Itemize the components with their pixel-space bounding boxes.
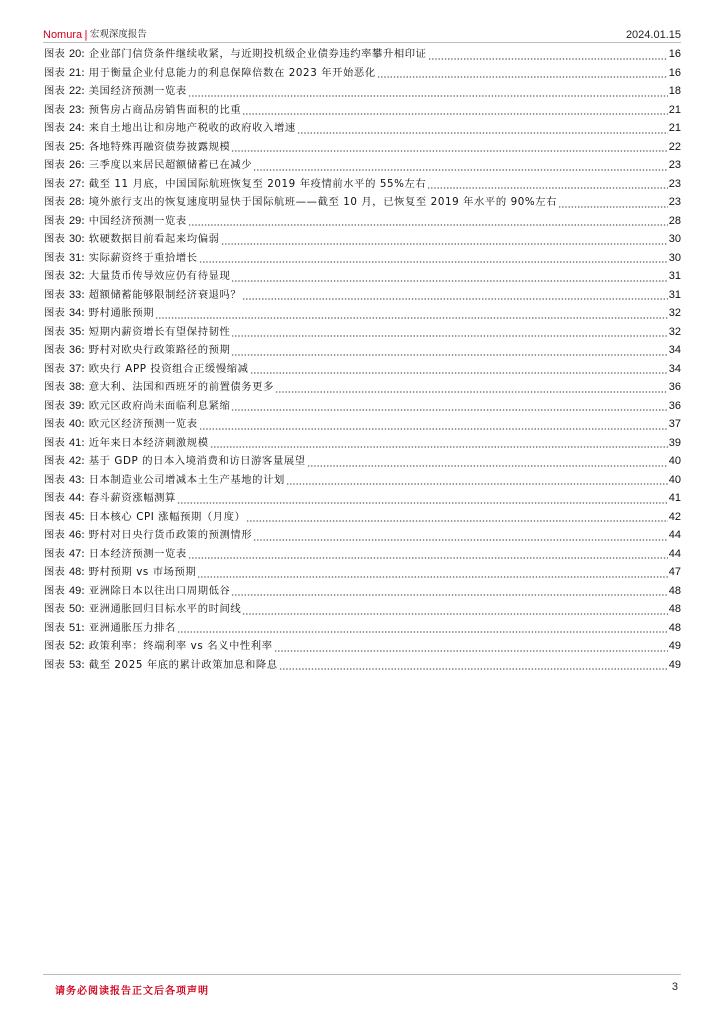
toc-page-number: 30 [668, 251, 681, 264]
toc-entry[interactable] [44, 434, 681, 453]
toc-label: 图表 [44, 214, 65, 227]
toc-label: 图表 [44, 658, 65, 671]
toc-title[interactable]: 境外旅行支出的恢复速度明显快于国际航班——截至 10 月，已恢复至 2019 年水平的 90%左右 [88, 196, 558, 209]
toc-figure-number: 24 [69, 122, 82, 135]
toc-colon: : [81, 547, 85, 560]
brand [43, 29, 147, 41]
toc-entry[interactable] [44, 600, 681, 619]
toc-dot-leader [253, 539, 668, 541]
footer-divider [43, 974, 681, 975]
toc-colon: : [81, 159, 85, 172]
toc-page-number: 22 [668, 140, 681, 153]
toc-figure-number: 39 [69, 399, 82, 412]
toc-label: 图表 [44, 325, 65, 338]
report-type: 宏观深度报告 [89, 29, 147, 40]
toc-entry[interactable] [44, 286, 681, 305]
toc-page-number: 31 [668, 270, 681, 283]
toc-title[interactable]: 野村通胀预期 [88, 307, 155, 320]
table-of-figures [44, 45, 681, 674]
toc-label: 图表 [44, 140, 65, 153]
toc-dot-leader [188, 95, 668, 97]
toc-title[interactable]: 各地特殊再融资债券披露规模 [88, 140, 231, 153]
toc-dot-leader [297, 132, 668, 134]
toc-dot-leader [307, 465, 668, 467]
toc-entry[interactable] [44, 45, 681, 64]
toc-page-number: 34 [668, 362, 681, 375]
toc-colon: : [81, 251, 85, 264]
toc-colon: : [81, 399, 85, 412]
brand-separator: | [84, 28, 88, 41]
toc-colon: : [81, 140, 85, 153]
toc-figure-number: 31 [69, 251, 82, 264]
toc-page-number: 28 [668, 214, 681, 227]
toc-page-number: 42 [668, 510, 681, 523]
toc-page-number: 49 [668, 640, 681, 653]
toc-entry[interactable] [44, 212, 681, 231]
toc-figure-number: 27 [69, 177, 82, 190]
toc-page-number: 44 [668, 529, 681, 542]
toc-page-number: 23 [668, 196, 681, 209]
toc-title[interactable]: 截至 11 月底，中国国际航班恢复至 2019 年疫情前水平的 55%左右 [88, 177, 427, 190]
toc-page-number: 40 [668, 455, 681, 468]
toc-page-number: 32 [668, 307, 681, 320]
toc-page-number: 31 [668, 288, 681, 301]
toc-figure-number: 21 [69, 66, 82, 79]
toc-figure-number: 47 [69, 547, 82, 560]
toc-title[interactable]: 政策利率：终端利率 vs 名义中性利率 [88, 640, 273, 653]
toc-dot-leader [279, 668, 668, 670]
toc-colon: : [81, 177, 85, 190]
toc-label: 图表 [44, 603, 65, 616]
toc-entry[interactable] [44, 508, 681, 527]
toc-title[interactable]: 预售房占商品房销售面积的比重 [88, 103, 242, 116]
toc-title[interactable]: 意大利、法国和西班牙的前置债务更多 [88, 381, 274, 394]
toc-label: 图表 [44, 344, 65, 357]
toc-dot-leader [427, 187, 667, 189]
toc-title[interactable]: 截至 2025 年底的累计政策加息和降息 [88, 658, 278, 671]
toc-dot-leader [253, 169, 668, 171]
toc-title[interactable]: 日本经济预测一览表 [88, 547, 187, 560]
toc-dot-leader [199, 261, 668, 263]
toc-colon: : [81, 196, 85, 209]
toc-dot-leader [275, 391, 668, 393]
toc-entry[interactable] [44, 452, 681, 471]
toc-figure-number: 26 [69, 159, 82, 172]
toc-page-number: 49 [668, 658, 681, 671]
toc-page-number: 34 [668, 344, 681, 357]
toc-entry[interactable] [44, 175, 681, 194]
header-divider [43, 42, 681, 43]
toc-label: 图表 [44, 122, 65, 135]
toc-title[interactable]: 大量货币传导效应仍有待显现 [88, 270, 231, 283]
report-date: 2024.01.15 [625, 29, 681, 41]
toc-colon: : [81, 381, 85, 394]
toc-title[interactable]: 野村对欧央行政策路径的预期 [88, 344, 231, 357]
toc-colon: : [81, 640, 85, 653]
toc-label: 图表 [44, 103, 65, 116]
toc-colon: : [81, 288, 85, 301]
toc-colon: : [81, 603, 85, 616]
toc-page-number: 44 [668, 547, 681, 560]
toc-label: 图表 [44, 584, 65, 597]
toc-page-number: 37 [668, 418, 681, 431]
toc-page-number: 32 [668, 325, 681, 338]
toc-page-number: 36 [668, 381, 681, 394]
toc-colon: : [81, 48, 85, 61]
toc-dot-leader [197, 576, 667, 578]
toc-dot-leader [558, 206, 668, 208]
toc-colon: : [81, 103, 85, 116]
toc-colon: : [81, 436, 85, 449]
toc-page-number: 41 [668, 492, 681, 505]
toc-title[interactable]: 三季度以来居民超额储蓄已在减少 [88, 159, 253, 172]
toc-title[interactable]: 欧元区经济预测一览表 [88, 418, 198, 431]
toc-dot-leader [210, 446, 668, 448]
toc-page-number: 16 [668, 48, 681, 61]
toc-dot-leader [377, 76, 668, 78]
toc-colon: : [81, 492, 85, 505]
toc-figure-number: 48 [69, 566, 82, 579]
toc-title[interactable]: 软硬数据目前看起来均偏弱 [88, 233, 220, 246]
footer-disclaimer: 请务必阅读报告正文后各项声明 [55, 986, 209, 997]
toc-entry[interactable] [44, 360, 681, 379]
toc-figure-number: 37 [69, 362, 82, 375]
toc-label: 图表 [44, 566, 65, 579]
toc-page-number: 39 [668, 436, 681, 449]
brand-logo-text: Nomura [43, 29, 83, 41]
toc-title[interactable]: 用于衡量企业付息能力的利息保障倍数在 2023 年开始恶化 [88, 66, 376, 79]
toc-dot-leader [231, 354, 667, 356]
toc-page-number: 48 [668, 603, 681, 616]
toc-figure-number: 52 [69, 640, 82, 653]
toc-page-number: 30 [668, 233, 681, 246]
toc-figure-number: 45 [69, 510, 82, 523]
toc-label: 图表 [44, 362, 65, 375]
toc-colon: : [81, 66, 85, 79]
toc-page-number: 18 [668, 85, 681, 98]
toc-title[interactable]: 欧央行 APP 投资组合正缓慢缩减 [88, 362, 249, 375]
toc-entry[interactable] [44, 415, 681, 434]
toc-page-number: 48 [668, 584, 681, 597]
toc-entry[interactable] [44, 82, 681, 101]
toc-figure-number: 33 [69, 288, 82, 301]
toc-label: 图表 [44, 381, 65, 394]
toc-entry[interactable] [44, 138, 681, 157]
toc-dot-leader [231, 280, 667, 282]
toc-entry[interactable] [44, 637, 681, 656]
toc-label: 图表 [44, 492, 65, 505]
toc-figure-number: 22 [69, 85, 82, 98]
toc-label: 图表 [44, 196, 65, 209]
toc-colon: : [81, 325, 85, 338]
toc-label: 图表 [44, 159, 65, 172]
toc-dot-leader [199, 428, 668, 430]
toc-figure-number: 28 [69, 196, 82, 209]
toc-label: 图表 [44, 270, 65, 283]
toc-title[interactable]: 日本核心 CPI 涨幅预期（月度） [88, 510, 246, 523]
toc-dot-leader [188, 557, 668, 559]
toc-figure-number: 38 [69, 381, 82, 394]
toc-title[interactable]: 春斗薪资涨幅测算 [88, 492, 176, 505]
toc-entry[interactable] [44, 341, 681, 360]
toc-dot-leader [231, 409, 667, 411]
toc-figure-number: 44 [69, 492, 82, 505]
toc-label: 图表 [44, 288, 65, 301]
toc-title[interactable]: 亚洲通胀压力排名 [88, 621, 176, 634]
toc-entry[interactable] [44, 656, 681, 675]
toc-figure-number: 51 [69, 621, 82, 634]
toc-figure-number: 34 [69, 307, 82, 320]
toc-dot-leader [250, 372, 668, 374]
toc-dot-leader [155, 317, 668, 319]
toc-entry[interactable] [44, 397, 681, 416]
toc-label: 图表 [44, 436, 65, 449]
toc-dot-leader [177, 502, 668, 504]
toc-entry[interactable] [44, 545, 681, 564]
toc-dot-leader [231, 335, 667, 337]
toc-title[interactable]: 亚洲通胀回归目标水平的时间线 [88, 603, 242, 616]
toc-colon: : [81, 566, 85, 579]
toc-entry[interactable] [44, 267, 681, 286]
toc-colon: : [81, 658, 85, 671]
toc-title[interactable]: 美国经济预测一览表 [88, 85, 187, 98]
toc-figure-number: 23 [69, 103, 82, 116]
toc-dot-leader [286, 483, 668, 485]
toc-figure-number: 49 [69, 584, 82, 597]
toc-colon: : [81, 455, 85, 468]
toc-title[interactable]: 野村预期 vs 市场预期 [88, 566, 197, 579]
toc-dot-leader [221, 243, 668, 245]
toc-colon: : [81, 473, 85, 486]
toc-dot-leader [231, 594, 667, 596]
toc-figure-number: 32 [69, 270, 82, 283]
toc-page-number: 36 [668, 399, 681, 412]
toc-figure-number: 42 [69, 455, 82, 468]
toc-label: 图表 [44, 66, 65, 79]
toc-colon: : [81, 510, 85, 523]
toc-label: 图表 [44, 547, 65, 560]
toc-figure-number: 41 [69, 436, 82, 449]
toc-colon: : [81, 307, 85, 320]
toc-entry[interactable] [44, 582, 681, 601]
toc-dot-leader [242, 613, 667, 615]
toc-title[interactable]: 企业部门信贷条件继续收紧，与近期投机级企业债券违约率攀升相印证 [88, 48, 427, 61]
toc-title[interactable]: 基于 GDP 的日本入境消费和访日游客量展望 [88, 455, 306, 468]
toc-title[interactable]: 野村对日央行货币政策的预测情形 [88, 529, 253, 542]
toc-title[interactable]: 超额储蓄能够限制经济衰退吗？ [88, 288, 242, 301]
toc-label: 图表 [44, 418, 65, 431]
toc-label: 图表 [44, 233, 65, 246]
toc-title[interactable]: 中国经济预测一览表 [88, 214, 187, 227]
toc-entry[interactable] [44, 249, 681, 268]
toc-entry[interactable] [44, 64, 681, 83]
toc-figure-number: 53 [69, 658, 82, 671]
toc-colon: : [81, 418, 85, 431]
toc-entry[interactable] [44, 526, 681, 545]
toc-label: 图表 [44, 529, 65, 542]
toc-colon: : [81, 529, 85, 542]
page-header [43, 27, 681, 41]
toc-page-number: 47 [668, 566, 681, 579]
toc-dot-leader [188, 224, 668, 226]
toc-figure-number: 43 [69, 473, 82, 486]
toc-colon: : [81, 122, 85, 135]
toc-label: 图表 [44, 177, 65, 190]
toc-entry[interactable] [44, 119, 681, 138]
toc-title[interactable]: 来自土地出让和房地产税收的政府收入增速 [88, 122, 296, 135]
toc-dot-leader [428, 58, 668, 60]
toc-figure-number: 50 [69, 603, 82, 616]
toc-label: 图表 [44, 85, 65, 98]
toc-entry[interactable] [44, 471, 681, 490]
toc-figure-number: 46 [69, 529, 82, 542]
toc-figure-number: 20 [69, 48, 82, 61]
toc-title[interactable]: 亚洲除日本以往出口周期低谷 [88, 584, 231, 597]
toc-figure-number: 36 [69, 344, 82, 357]
toc-entry[interactable] [44, 378, 681, 397]
toc-figure-number: 25 [69, 140, 82, 153]
toc-figure-number: 40 [69, 418, 82, 431]
footer-page-number: 3 [671, 981, 678, 993]
toc-colon: : [81, 233, 85, 246]
toc-dot-leader [231, 150, 667, 152]
toc-dot-leader [242, 298, 667, 300]
toc-colon: : [81, 584, 85, 597]
toc-title[interactable]: 短期内薪资增长有望保持韧性 [88, 325, 231, 338]
toc-label: 图表 [44, 251, 65, 264]
toc-figure-number: 29 [69, 214, 82, 227]
toc-title[interactable]: 实际薪资终于重拾增长 [88, 251, 198, 264]
toc-dot-leader [274, 650, 668, 652]
toc-label: 图表 [44, 510, 65, 523]
toc-title[interactable]: 近年来日本经济刺激规模 [88, 436, 209, 449]
toc-label: 图表 [44, 640, 65, 653]
toc-dot-leader [177, 631, 668, 633]
toc-entry[interactable] [44, 563, 681, 582]
toc-label: 图表 [44, 621, 65, 634]
toc-entry[interactable] [44, 489, 681, 508]
toc-colon: : [81, 344, 85, 357]
toc-colon: : [81, 214, 85, 227]
toc-page-number: 16 [668, 66, 681, 79]
toc-title[interactable]: 欧元区政府尚未面临利息紧缩 [88, 399, 231, 412]
toc-dot-leader [246, 520, 667, 522]
toc-colon: : [81, 621, 85, 634]
toc-label: 图表 [44, 307, 65, 320]
toc-page-number: 23 [668, 177, 681, 190]
toc-title[interactable]: 日本制造业公司增减本土生产基地的计划 [88, 473, 285, 486]
toc-page-number: 21 [668, 103, 681, 116]
toc-entry[interactable] [44, 323, 681, 342]
toc-entry[interactable] [44, 101, 681, 120]
toc-figure-number: 35 [69, 325, 82, 338]
toc-page-number: 21 [668, 122, 681, 135]
toc-dot-leader [242, 113, 667, 115]
toc-entry[interactable] [44, 619, 681, 638]
toc-label: 图表 [44, 473, 65, 486]
toc-label: 图表 [44, 455, 65, 468]
toc-colon: : [81, 85, 85, 98]
toc-page-number: 40 [668, 473, 681, 486]
toc-colon: : [81, 362, 85, 375]
toc-label: 图表 [44, 399, 65, 412]
toc-page-number: 48 [668, 621, 681, 634]
toc-entry[interactable] [44, 193, 681, 212]
toc-colon: : [81, 270, 85, 283]
toc-entry[interactable] [44, 156, 681, 175]
toc-entry[interactable] [44, 304, 681, 323]
toc-figure-number: 30 [69, 233, 82, 246]
toc-label: 图表 [44, 48, 65, 61]
toc-entry[interactable] [44, 230, 681, 249]
toc-page-number: 23 [668, 159, 681, 172]
